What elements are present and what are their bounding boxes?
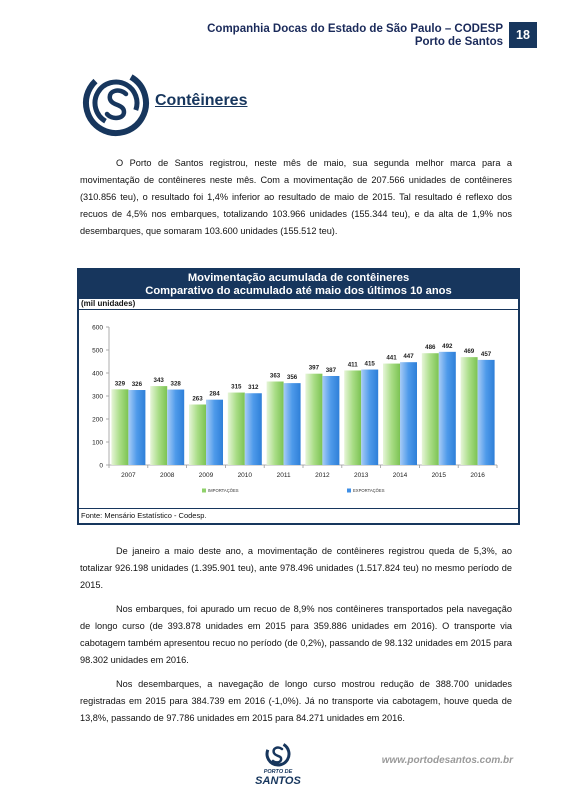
x-tick-label: 2007 bbox=[121, 472, 136, 479]
data-label: 387 bbox=[325, 366, 337, 374]
data-label: 343 bbox=[153, 377, 164, 385]
paragraph-4-text: Nos desembarques, a navegação de longo curso mostrou redução de 388.700 unidades registradas em 2015 para 384.739 em 2016 (-1,0%). Já no transporte via cabotagem, houve queda de 13,8%, passando de 97.786 unidades em 2015 para 84.271 unidades em 2016. bbox=[80, 679, 512, 723]
porto-de-santos-logo-icon bbox=[246, 740, 310, 790]
bar-importacoes bbox=[228, 393, 245, 465]
legend-label: EXPORTAÇÕES bbox=[353, 488, 385, 493]
chart-container bbox=[77, 268, 520, 525]
logo-text-main: SANTOS bbox=[255, 775, 301, 787]
bar-exportacoes bbox=[245, 393, 262, 465]
y-tick-label: 300 bbox=[92, 393, 103, 401]
footer-url: www.portodesantos.com.br bbox=[381, 755, 513, 766]
y-tick-label: 0 bbox=[99, 462, 103, 470]
bar-importacoes bbox=[461, 357, 478, 465]
bar-importacoes bbox=[111, 389, 128, 465]
chart-title: Movimentação acumulada de contêineres bbox=[187, 272, 410, 284]
bar-importacoes bbox=[422, 353, 439, 465]
bar-exportacoes bbox=[361, 370, 378, 465]
codesp-logo-icon bbox=[82, 68, 150, 138]
bar-importacoes bbox=[383, 364, 400, 465]
data-label: 411 bbox=[347, 361, 358, 369]
data-label: 441 bbox=[386, 354, 397, 362]
logo-text-top: PORTO DE bbox=[263, 769, 293, 775]
paragraph-3-text: Nos embarques, foi apurado um recuo de 8,9% nos contêineres transportados pela navegação de longo curso (de 393.878 unidades em 2015 para 359.886 unidades em 2016). O transporte via cabotagem também apresentou recuo no período (de 0,2%), passando de 98.132 unidades em 2015 para 98.302 unidades em 2016. bbox=[80, 604, 512, 665]
legend-label: IMPORTAÇÕES bbox=[208, 488, 239, 493]
paragraph-1 bbox=[80, 155, 512, 240]
x-tick-label: 2010 bbox=[237, 472, 253, 479]
y-tick-label: 100 bbox=[92, 439, 103, 447]
x-tick-label: 2012 bbox=[315, 472, 330, 479]
paragraph-3 bbox=[80, 601, 512, 669]
bar-exportacoes bbox=[167, 390, 184, 465]
header-company: Companhia Docas do Estado de São Paulo – CODESP bbox=[207, 23, 503, 35]
y-tick-label: 200 bbox=[92, 416, 103, 424]
data-label: 312 bbox=[248, 384, 259, 392]
bar-exportacoes bbox=[439, 352, 456, 465]
y-tick-label: 400 bbox=[92, 370, 103, 378]
legend-swatch bbox=[347, 489, 351, 493]
bar-exportacoes bbox=[400, 362, 417, 465]
page-number: 18 bbox=[509, 22, 537, 48]
chart-source: Fonte: Mensário Estatístico - Codesp. bbox=[81, 511, 207, 520]
x-tick-label: 2011 bbox=[276, 472, 291, 479]
data-label: 447 bbox=[403, 353, 414, 361]
data-label: 363 bbox=[269, 372, 281, 380]
data-label: 284 bbox=[209, 390, 220, 398]
data-label: 457 bbox=[480, 350, 492, 358]
data-label: 415 bbox=[364, 360, 375, 368]
y-tick-label: 600 bbox=[92, 324, 103, 332]
bar-exportacoes bbox=[284, 383, 301, 465]
bar-importacoes bbox=[344, 370, 361, 465]
data-label: 492 bbox=[442, 342, 453, 350]
data-label: 486 bbox=[425, 344, 436, 352]
data-label: 328 bbox=[170, 380, 181, 388]
header-port: Porto de Santos bbox=[414, 36, 503, 48]
data-label: 263 bbox=[192, 395, 203, 403]
x-tick-label: 2009 bbox=[198, 472, 214, 479]
bar-chart bbox=[79, 311, 518, 506]
paragraph-2-text: De janeiro a maio deste ano, a movimentação de contêineres registrou queda de 5,3%, ao totalizar 926.198 unidades (1.395.901 teu), ante 978.496 unidades (1.517.824 teu) no mesmo período de 2015. bbox=[80, 546, 512, 590]
bar-importacoes bbox=[189, 405, 206, 465]
bar-importacoes bbox=[150, 386, 167, 465]
y-tick-label: 500 bbox=[92, 347, 103, 355]
chart-unit: (mil unidades) bbox=[81, 299, 136, 308]
divider bbox=[79, 309, 518, 310]
header-title bbox=[207, 23, 503, 49]
legend-swatch bbox=[202, 489, 206, 493]
chart-header bbox=[79, 270, 518, 299]
bar-importacoes bbox=[305, 374, 322, 465]
x-tick-label: 2013 bbox=[353, 472, 369, 479]
section-title: Contêineres bbox=[155, 92, 248, 109]
bar-exportacoes bbox=[206, 400, 223, 465]
x-tick-label: 2014 bbox=[392, 472, 408, 479]
data-label: 329 bbox=[114, 380, 126, 388]
bar-exportacoes bbox=[322, 376, 339, 465]
paragraph-2 bbox=[80, 543, 512, 594]
data-label: 469 bbox=[463, 348, 475, 356]
x-tick-label: 2016 bbox=[470, 472, 485, 479]
bar-importacoes bbox=[267, 382, 284, 465]
bar-exportacoes bbox=[478, 360, 495, 465]
paragraph-4 bbox=[80, 676, 512, 727]
data-label: 315 bbox=[231, 383, 242, 391]
divider bbox=[79, 508, 518, 509]
data-label: 326 bbox=[131, 381, 143, 389]
x-tick-label: 2008 bbox=[159, 472, 175, 479]
x-tick-label: 2015 bbox=[431, 472, 447, 479]
bar-exportacoes bbox=[128, 390, 145, 465]
data-label: 397 bbox=[308, 364, 320, 372]
paragraph-1-text: O Porto de Santos registrou, neste mês de maio, sua segunda melhor marca para a movimentação de contêineres neste mês. Com a movimentação de 207.566 unidades de contêineres (310.856 teu), o resultado foi 1,4% inferior ao resultado de maio de 2015. Tal resultado é reflexo dos recuos de 4,5% nos embarques, totalizando 103.966 unidades (155.344 teu), e da alta de 1,9% nos desembarques, que somaram 103.600 unidades (155.512 teu). bbox=[80, 158, 512, 236]
chart-subtitle: Comparativo do acumulado até maio dos últimos 10 anos bbox=[145, 285, 452, 297]
data-label: 356 bbox=[286, 374, 298, 382]
